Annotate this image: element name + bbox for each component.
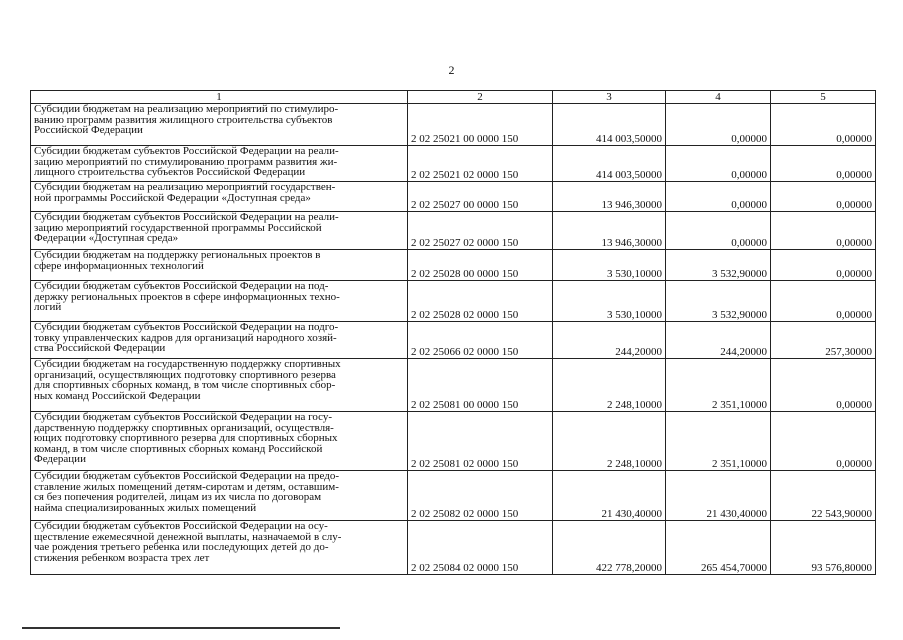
description-line: ной программы Российской Федерации «Доступная среда» xyxy=(34,191,311,204)
table-row xyxy=(31,146,876,182)
budget-classification-code: 2 02 25021 02 0000 150 xyxy=(408,146,553,182)
value-column-5: 0,00000 xyxy=(771,250,876,281)
description-line: держку региональных проектов в сфере информационных техно- xyxy=(34,290,340,303)
description-line: Субсидии бюджетам субъектов Российской Федерации на осу- xyxy=(34,520,328,532)
description-line: найма специализированных жилых помещений xyxy=(34,501,257,514)
value-column-3: 414 003,50000 xyxy=(553,146,666,182)
description-line: Субсидии бюджетам на поддержку региональных проектов в xyxy=(34,249,321,261)
description-line: дарственную поддержку спортивных организаций, осуществля- xyxy=(34,421,334,434)
description-line: для спортивных сборных команд, в том числе спортивных сбор- xyxy=(34,379,336,391)
budget-classification-code: 2 02 25027 02 0000 150 xyxy=(408,212,553,250)
value-column-3: 414 003,50000 xyxy=(553,104,666,146)
value-column-4: 2 351,10000 xyxy=(666,412,771,471)
description-line: Субсидии бюджетам на реализацию мероприятий государствен- xyxy=(34,181,336,193)
description-line: Субсидии бюджетам субъектов Российской Федерации на реали- xyxy=(34,211,339,223)
row-description xyxy=(31,146,408,182)
description-line: стижения ребенком возраста трех лет xyxy=(34,551,210,564)
table-body xyxy=(31,104,876,575)
column-header-3: 3 xyxy=(553,91,666,104)
description-line: ся без попечения родителей, лицам из их числа по договорам xyxy=(34,491,322,503)
value-column-5: 0,00000 xyxy=(771,104,876,146)
description-line: команд, в том числе спортивных сборных команд Российской xyxy=(34,442,323,455)
description-line: логий xyxy=(34,301,62,313)
table-row xyxy=(31,182,876,212)
table-row xyxy=(31,281,876,322)
row-description xyxy=(31,281,408,322)
description-line: Субсидии бюджетам субъектов Российской Федерации на реали- xyxy=(34,145,339,157)
description-line: ванию программ развития жилищного строительства субъектов xyxy=(34,113,333,126)
row-description xyxy=(31,104,408,146)
table-row xyxy=(31,412,876,471)
table-row xyxy=(31,322,876,359)
table-row xyxy=(31,250,876,281)
description-line: лищного строительства субъектов Российской Федерации xyxy=(34,166,306,178)
table-row xyxy=(31,521,876,575)
value-column-5: 0,00000 xyxy=(771,212,876,250)
row-description xyxy=(31,471,408,521)
description-line: ющих подготовку спортивного резерва для спортивных сборных xyxy=(34,432,338,444)
value-column-5: 0,00000 xyxy=(771,182,876,212)
value-column-5: 93 576,80000 xyxy=(771,521,876,575)
description-line: Субсидии бюджетам субъектов Российской Федерации на под- xyxy=(34,280,329,292)
value-column-4: 0,00000 xyxy=(666,182,771,212)
table-row xyxy=(31,471,876,521)
description-line: чае рождения третьего ребенка или последующих детей до до- xyxy=(34,541,329,553)
row-description xyxy=(31,250,408,281)
description-line: Субсидии бюджетам на реализацию мероприятий по стимулиро- xyxy=(34,103,339,115)
value-column-3: 3 530,10000 xyxy=(553,281,666,322)
value-column-3: 422 778,20000 xyxy=(553,521,666,575)
description-line: Субсидии бюджетам субъектов Российской Федерации на подго- xyxy=(34,321,339,333)
value-column-4: 244,20000 xyxy=(666,322,771,359)
table-row xyxy=(31,104,876,146)
description-line: Субсидии бюджетам субъектов Российской Федерации на предо- xyxy=(34,470,339,482)
budget-classification-code: 2 02 25082 02 0000 150 xyxy=(408,471,553,521)
row-description xyxy=(31,521,408,575)
value-column-4: 21 430,40000 xyxy=(666,471,771,521)
description-line: ставление жилых помещений детям-сиротам и детям, оставшим- xyxy=(34,480,339,493)
description-line: организаций, осуществляющих подготовку спортивного резерва xyxy=(34,368,336,381)
description-line: ства Российской Федерации xyxy=(34,342,166,354)
description-line: ществление ежемесячной денежной выплаты, назначаемой в слу- xyxy=(34,530,342,543)
value-column-5: 0,00000 xyxy=(771,281,876,322)
value-column-5: 0,00000 xyxy=(771,359,876,412)
column-header-4: 4 xyxy=(666,91,771,104)
budget-classification-code: 2 02 25084 02 0000 150 xyxy=(408,521,553,575)
value-column-5: 22 543,90000 xyxy=(771,471,876,521)
description-line: товку управленческих кадров для организаций народного хозяй- xyxy=(34,331,337,344)
value-column-3: 2 248,10000 xyxy=(553,359,666,412)
value-column-5: 257,30000 xyxy=(771,322,876,359)
budget-classification-code: 2 02 25028 00 0000 150 xyxy=(408,250,553,281)
budget-classification-code: 2 02 25028 02 0000 150 xyxy=(408,281,553,322)
description-line: Федерации xyxy=(34,453,86,465)
budget-classification-code: 2 02 25081 02 0000 150 xyxy=(408,412,553,471)
value-column-4: 3 532,90000 xyxy=(666,250,771,281)
description-line: зацию мероприятий по стимулированию программ развития жи- xyxy=(34,155,338,168)
description-line: Российской Федерации xyxy=(34,124,143,136)
value-column-4: 0,00000 xyxy=(666,212,771,250)
row-description xyxy=(31,359,408,412)
row-description xyxy=(31,212,408,250)
row-description xyxy=(31,182,408,212)
budget-classification-code: 2 02 25066 02 0000 150 xyxy=(408,322,553,359)
budget-classification-code: 2 02 25027 00 0000 150 xyxy=(408,182,553,212)
budget-classification-code: 2 02 25081 00 0000 150 xyxy=(408,359,553,412)
page-number: 2 xyxy=(448,63,455,77)
value-column-4: 265 454,70000 xyxy=(666,521,771,575)
value-column-3: 13 946,30000 xyxy=(553,182,666,212)
column-header-2: 2 xyxy=(408,91,553,104)
table-row xyxy=(31,212,876,250)
value-column-3: 21 430,40000 xyxy=(553,471,666,521)
row-description xyxy=(31,322,408,359)
value-column-3: 3 530,10000 xyxy=(553,250,666,281)
value-column-5: 0,00000 xyxy=(771,146,876,182)
row-description xyxy=(31,412,408,471)
description-line: ных команд Российской Федерации xyxy=(34,389,201,402)
table-header-row xyxy=(31,91,876,104)
table-row xyxy=(31,359,876,412)
column-header-5: 5 xyxy=(771,91,876,104)
description-line: Субсидии бюджетам субъектов Российской Федерации на госу- xyxy=(34,411,333,423)
value-column-5: 0,00000 xyxy=(771,412,876,471)
value-column-4: 3 532,90000 xyxy=(666,281,771,322)
description-line: Субсидии бюджетам на государственную поддержку спортивных xyxy=(34,358,341,370)
value-column-4: 2 351,10000 xyxy=(666,359,771,412)
value-column-3: 13 946,30000 xyxy=(553,212,666,250)
value-column-3: 244,20000 xyxy=(553,322,666,359)
budget-table xyxy=(30,90,876,575)
description-line: зацию мероприятий государственной программы Российской xyxy=(34,221,322,234)
description-line: сфере информационных технологий xyxy=(34,259,204,272)
budget-classification-code: 2 02 25021 00 0000 150 xyxy=(408,104,553,146)
footer-rule xyxy=(22,627,340,629)
column-header-1: 1 xyxy=(31,91,408,104)
description-line: Федерации «Доступная среда» xyxy=(34,232,179,244)
value-column-3: 2 248,10000 xyxy=(553,412,666,471)
value-column-4: 0,00000 xyxy=(666,146,771,182)
value-column-4: 0,00000 xyxy=(666,104,771,146)
